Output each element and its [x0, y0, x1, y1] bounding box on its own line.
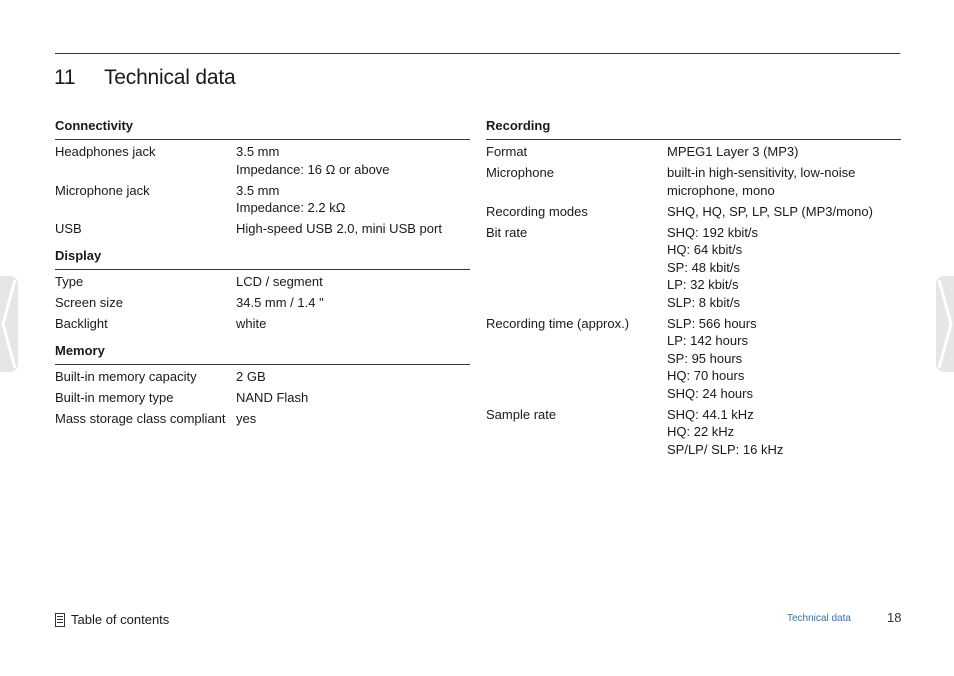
spec-label: Screen size [55, 295, 123, 310]
spec-value-line: 34.5 mm / 1.4 " [236, 295, 324, 310]
spec-value-line: 3.5 mm [236, 144, 280, 159]
spec-value-line: LP: 142 hours [667, 333, 748, 348]
spec-value-line: NAND Flash [236, 390, 309, 405]
spec-value-line: HQ: 22 kHz [667, 424, 735, 439]
spec-label: Built-in memory type [55, 390, 174, 405]
chevron-right-icon [936, 276, 954, 372]
chapter-number: 11 [54, 66, 76, 89]
spec-label: Recording time (approx.) [486, 315, 630, 331]
spec-value-line: SHQ: 192 kbit/s [667, 224, 759, 240]
spec-value-line: 3.5 mm [236, 182, 280, 198]
spec-value-line: Impedance: 2.2 kΩ [236, 200, 346, 215]
document-list-icon [55, 613, 65, 627]
spec-value [667, 406, 901, 459]
page-title [54, 66, 235, 90]
spec-row [55, 315, 470, 333]
footer-section-link[interactable]: Technical data [787, 613, 851, 624]
spec-row [486, 224, 901, 312]
spec-value-line: SHQ: 24 hours [667, 385, 753, 401]
spec-value [236, 273, 470, 291]
spec-label: Built-in memory capacity [55, 369, 197, 384]
spec-value-line: LCD / segment [236, 274, 323, 289]
spec-value-line: High-speed USB 2.0, mini USB port [236, 221, 442, 236]
spec-row [55, 143, 470, 178]
spec-value [236, 315, 470, 333]
top-rule [55, 53, 900, 54]
spec-value-line: SLP: 566 hours [667, 315, 757, 331]
spec-value-line: built-in high-sensitivity, low-noise [667, 165, 856, 180]
spec-value-line: Impedance: 16 Ω or above [236, 161, 390, 177]
section-rule [55, 139, 470, 140]
spec-label: Headphones jack [55, 144, 156, 159]
spec-label: USB [55, 221, 82, 236]
spec-label: Recording modes [486, 203, 588, 219]
spec-value [667, 203, 901, 221]
spec-value [667, 164, 901, 199]
section-title: Recording [486, 118, 551, 133]
spec-row [55, 273, 470, 291]
spec-value [667, 224, 901, 312]
toc-label: Table of contents [71, 612, 170, 627]
previous-page-button[interactable] [0, 276, 18, 372]
section-rule [55, 364, 470, 365]
section-title: Memory [55, 343, 105, 358]
spec-label: Backlight [55, 316, 108, 331]
spec-value-line: yes [236, 411, 257, 426]
chevron-left-icon [0, 276, 18, 372]
spec-value-line: LP: 32 kbit/s [667, 277, 739, 292]
right-column [486, 117, 901, 462]
section-title: Display [55, 248, 102, 263]
spec-label: Microphone jack [55, 182, 150, 198]
spec-label: Type [55, 274, 84, 289]
spec-value-line: SLP: 8 kbit/s [667, 294, 740, 310]
spec-label: Microphone [486, 165, 554, 180]
spec-value [236, 220, 470, 238]
spec-row [486, 406, 901, 459]
chapter-title: Technical data [104, 66, 236, 89]
spec-row [55, 368, 470, 386]
spec-value-line: HQ: 64 kbit/s [667, 242, 743, 257]
section-rule [55, 269, 470, 270]
spec-label: Mass storage class compliant [55, 411, 226, 426]
spec-label: Sample rate [486, 406, 557, 422]
spec-value [236, 368, 470, 386]
spec-value-line: SP/LP/ SLP: 16 kHz [667, 441, 784, 457]
spec-row [486, 143, 901, 161]
section-rule [486, 139, 901, 140]
section-title: Connectivity [55, 118, 134, 133]
spec-value [236, 410, 470, 428]
table-of-contents-link[interactable] [55, 612, 169, 627]
spec-value-line: MPEG1 Layer 3 (MP3) [667, 144, 799, 159]
spec-value-line: SHQ: 44.1 kHz [667, 406, 754, 422]
spec-value-line: SHQ, HQ, SP, LP, SLP (MP3/mono) [667, 203, 873, 219]
spec-value [236, 294, 470, 312]
spec-row [55, 220, 470, 238]
spec-row [55, 410, 470, 428]
spec-value-line: SP: 48 kbit/s [667, 259, 740, 275]
spec-label: Format [486, 144, 528, 159]
spec-row [486, 164, 901, 199]
spec-row [55, 182, 470, 217]
page-number: 18 [887, 610, 902, 625]
spec-value [236, 182, 470, 217]
spec-value-line: microphone, mono [667, 182, 775, 198]
spec-label: Bit rate [486, 224, 528, 240]
spec-value-line: SP: 95 hours [667, 350, 743, 366]
spec-value-line: white [236, 316, 267, 331]
spec-value [667, 143, 901, 161]
spec-value [236, 143, 470, 178]
spec-value-line: HQ: 70 hours [667, 368, 745, 383]
spec-value [667, 315, 901, 403]
spec-row [486, 315, 901, 403]
spec-row [486, 203, 901, 221]
spec-value [236, 389, 470, 407]
next-page-button[interactable] [936, 276, 954, 372]
left-column [55, 117, 470, 431]
spec-value-line: 2 GB [236, 369, 266, 384]
spec-row [55, 294, 470, 312]
spec-row [55, 389, 470, 407]
